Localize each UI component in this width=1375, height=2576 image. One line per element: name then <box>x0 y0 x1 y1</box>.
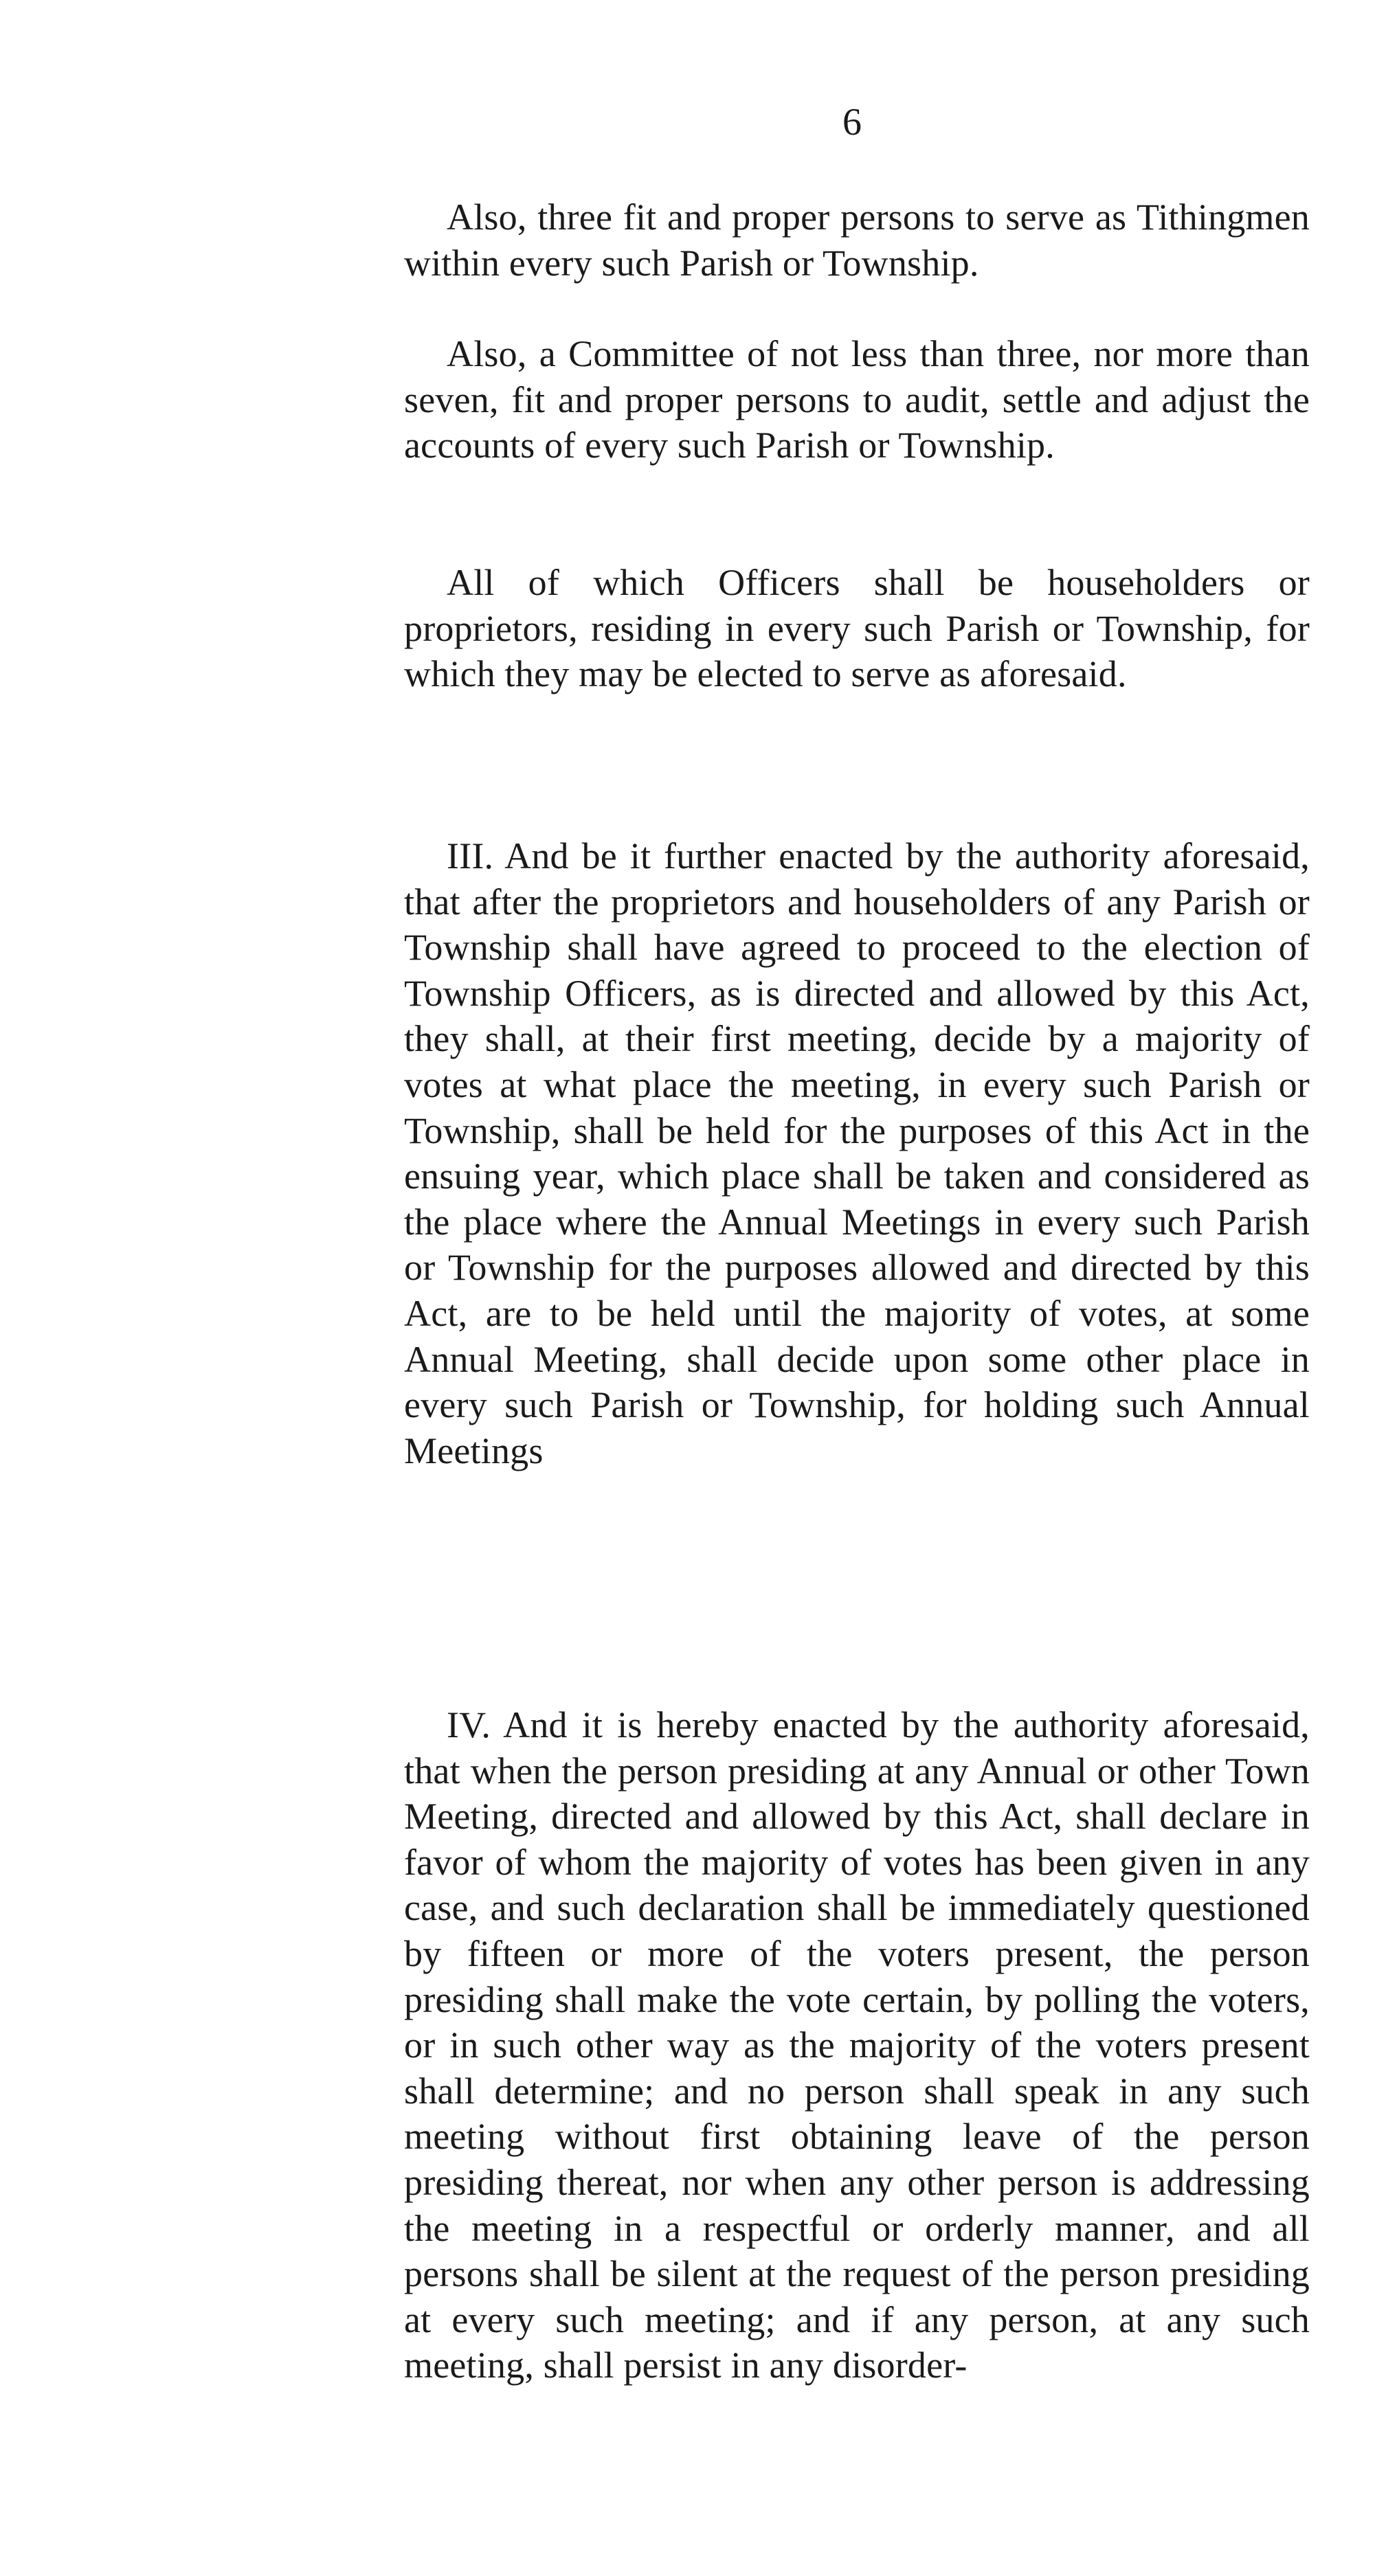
page-number: 6 <box>842 101 862 144</box>
paragraph-committee: Also, a Committee of not less than three, nor more than seven, fit and proper persons to audit, settle and adjust the accounts of every such Parish or Township. <box>404 333 1310 466</box>
paragraph-tithingmen: Also, three fit and proper persons to serve as Tithingmen within every such Parish or Township. <box>404 196 1310 284</box>
paragraph-section-iii: III. And be it further enacted by the authority aforesaid, that after the proprietors and householders of any Parish or Township shall have agreed to proceed to the election of Township Officers, as is directed and allowed by this Act, they shall, at their first meeting, decide by a majority of votes at what place the meeting, in every such Parish or Township, shall be held for the purposes of this Act in the ensuing year, which place shall be taken and considered as the place where the Annual Meetings in every such Parish or Township for the purposes allowed and directed by this Act, are to be held until the majority of votes, at some Annual Meeting, shall decide upon some other place in every such Parish or Township, for holding such Annual Meetings <box>404 835 1310 1471</box>
paragraph-section-iv: IV. And it is hereby enacted by the authority aforesaid, that when the person presiding at any Annual or other Town Meeting, directed and allowed by this Act, shall declare in favor of whom the majority of votes has been given in any case, and such declaration shall be immediately questioned by fifteen or more of the voters present, the person presiding shall make the vote certain, by polling the voters, or in such other way as the majority of the voters present shall determine; and no person shall speak in any such meeting without first obtaining leave of the person presiding thereat, nor when any other person is addressing the meeting in a respectful or orderly manner, and all persons shall be silent at the request of the person presiding at every such meeting; and if any person, at any such meeting, shall persist in any disorder- <box>404 1704 1310 2386</box>
paragraph-officers-qualification: All of which Officers shall be householders or proprietors, residing in every such Parish or Township, for which they may be elected to serve as aforesaid. <box>404 562 1310 695</box>
